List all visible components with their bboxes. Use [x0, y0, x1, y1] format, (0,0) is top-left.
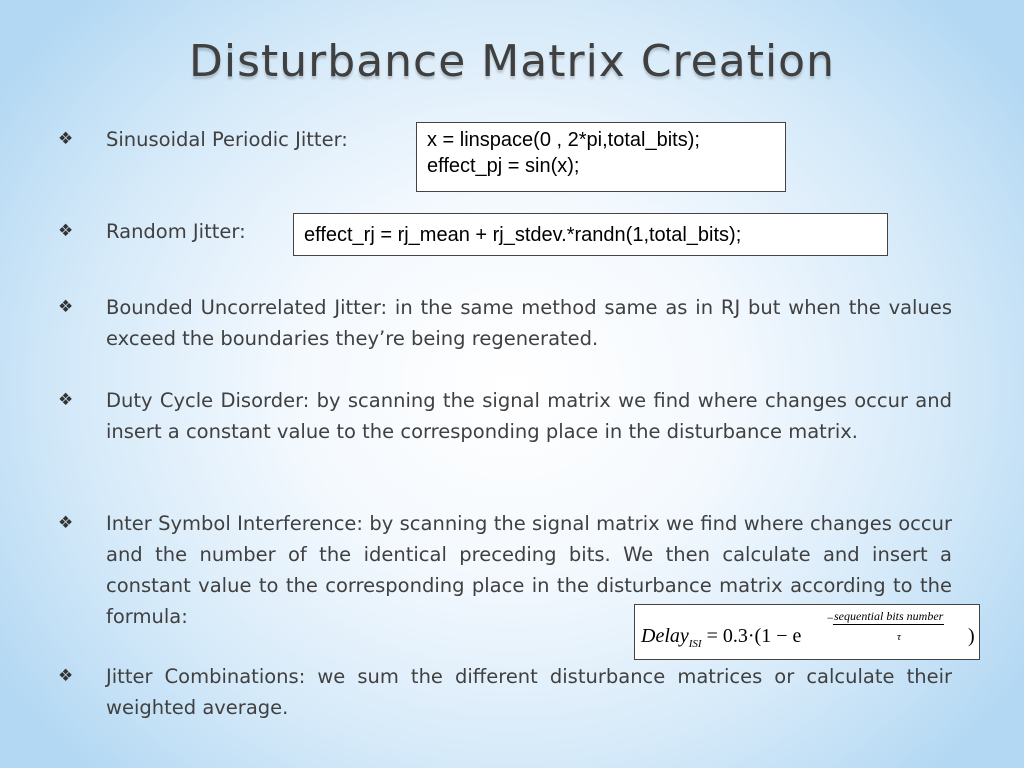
- formula-rhs: = 0.3·(1 − e: [706, 625, 802, 647]
- formula-exp-numerator: sequential bits number: [834, 609, 944, 623]
- duty-cycle-disorder-text: Duty Cycle Disorder: by scanning the signal matrix we find where changes occur and insert a constant value to the corresponding place in the disturbance matrix.: [106, 389, 952, 443]
- random-jitter-label: Random Jitter:: [106, 220, 246, 243]
- bounded-uncorrelated-jitter-text: Bounded Uncorrelated Jitter: in the same method same as in RJ but when the values exceed the boundaries they’re being regenerated.: [106, 296, 952, 350]
- formula-lhs-subscript: ISI: [688, 638, 702, 650]
- sinusoidal-jitter-code-box: [416, 122, 786, 192]
- isi-text-content: Inter Symbol Interference: by scanning the signal matrix we find where changes occur and the number of the identical preceding bits. We then calculate and insert a constant value to the corresponding place in the disturbance matrix according to the formula:: [106, 512, 952, 628]
- code-line: x = linspace(0 , 2*pi,total_bits);: [427, 129, 700, 151]
- formula-close-paren: ): [968, 625, 975, 647]
- formula-exponent: [833, 609, 944, 625]
- code-line: effect_rj = rj_mean + rj_stdev.*randn(1,total_bits);: [304, 224, 742, 246]
- random-jitter-code-box: [293, 213, 888, 256]
- bullet-icon: ❖: [58, 666, 74, 686]
- bullet-icon: ❖: [58, 390, 74, 410]
- jitter-combinations-text: Jitter Combinations: we sum the different disturbance matrices or calculate their weighted average.: [106, 665, 952, 719]
- sinusoidal-jitter-label: Sinusoidal Periodic Jitter:: [106, 128, 348, 151]
- code-line: effect_pj = sin(x);: [427, 155, 580, 177]
- formula-exp-denominator: τ: [897, 631, 901, 643]
- formula-lhs: Delay: [641, 625, 689, 647]
- formula-main: [641, 625, 801, 650]
- formula-exp-minus: −: [826, 611, 835, 625]
- bullet-icon: ❖: [58, 297, 74, 317]
- bullet-icon: ❖: [58, 129, 74, 149]
- isi-formula-box: [634, 604, 980, 660]
- slide-title: Disturbance Matrix Creation: [189, 36, 835, 87]
- bullet-icon: ❖: [58, 513, 74, 533]
- bullet-icon: ❖: [58, 221, 74, 241]
